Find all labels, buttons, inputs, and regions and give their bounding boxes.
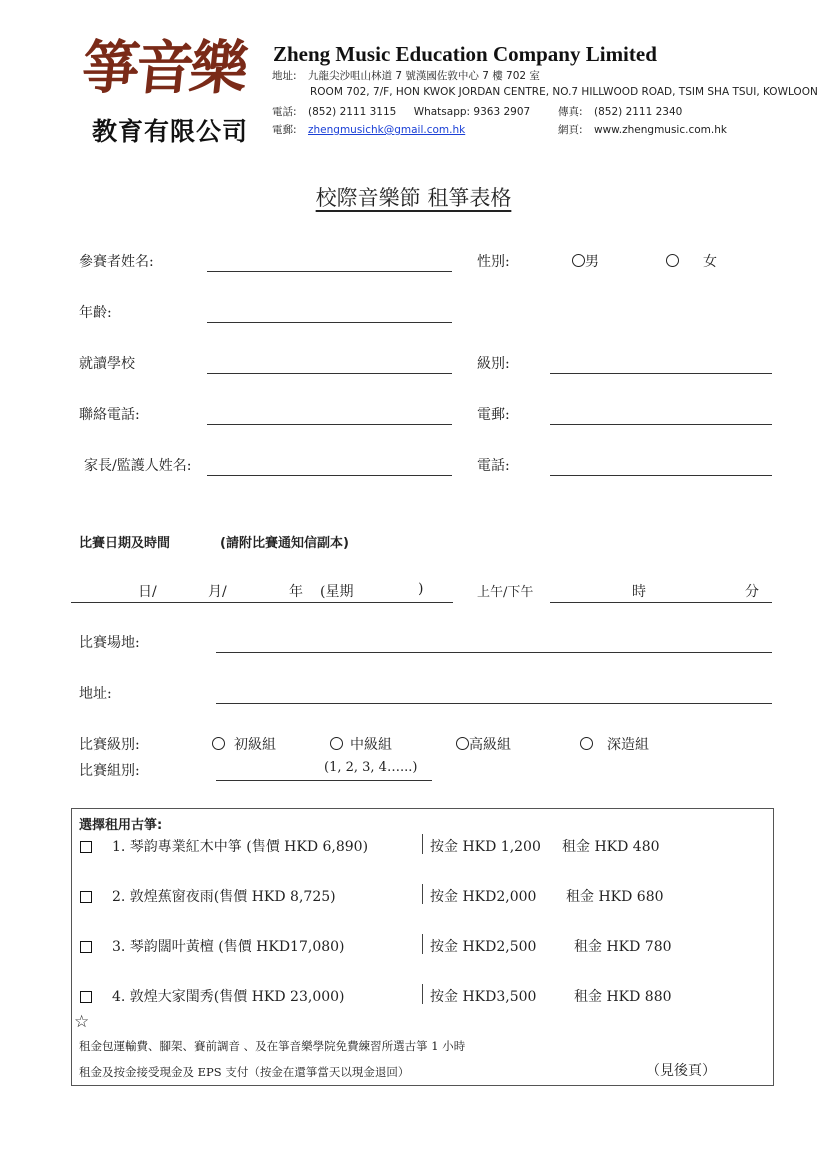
- email-field[interactable]: [550, 424, 772, 425]
- divider: [422, 834, 423, 854]
- company-name: Zheng Music Education Company Limited: [273, 42, 657, 66]
- rental-item-1-checkbox[interactable]: [80, 838, 92, 857]
- level-option-beginner[interactable]: 初級組: [212, 734, 276, 754]
- rental-item-2-checkbox[interactable]: [80, 888, 92, 907]
- weekday-close: ): [418, 581, 424, 597]
- email-label: 電郵:: [272, 124, 297, 136]
- competition-heading: 比賽日期及時間: [79, 536, 171, 551]
- venue-field[interactable]: [216, 652, 772, 653]
- fax-label: 傳真:: [558, 106, 583, 118]
- rental-item-4-rent: 租金 HKD 880: [574, 989, 672, 1005]
- rental-note-2: 租金及按金接受現金及 EPS 支付（按金在還箏當天以現金退回）: [79, 1065, 410, 1079]
- rental-item-4-deposit: 按金 HKD3,500: [430, 989, 537, 1005]
- address-en: ROOM 702, 7/F, HON KWOK JORDAN CENTRE, NO.7 HILLWOOD ROAD, TSIM SHA TSUI, KOWLOON: [310, 86, 818, 98]
- rental-heading: 選擇租用古箏:: [79, 818, 163, 833]
- ampm-label: 上午/下午: [477, 585, 534, 600]
- radio-icon: [580, 737, 593, 750]
- see-next-page: （見後頁）: [646, 1063, 716, 1079]
- minute-label: 分: [745, 584, 759, 600]
- star-icon: ☆: [74, 1012, 90, 1032]
- divider: [422, 984, 423, 1004]
- level-option-advanced[interactable]: 高級組: [456, 734, 511, 754]
- web-label: 網頁:: [558, 124, 583, 136]
- logo-subtitle: 教育有限公司: [92, 117, 249, 146]
- venue-address-field[interactable]: [216, 703, 772, 704]
- rental-item-2-rent: 租金 HKD 680: [566, 889, 664, 905]
- website: www.zhengmusic.com.hk: [594, 124, 727, 136]
- year-label: 年: [289, 584, 303, 600]
- rental-item-1-rent: 租金 HKD 480: [562, 839, 660, 855]
- hour-label: 時: [632, 584, 646, 600]
- phone-line: [272, 104, 530, 119]
- participant-name-label: 參賽者姓名:: [79, 254, 154, 270]
- time-field[interactable]: [550, 602, 772, 603]
- guardian-phone-label: 電話:: [477, 458, 510, 474]
- guardian-name-field[interactable]: [207, 475, 452, 476]
- rental-note-1: 租金包運輸費、腳架、賽前調音 、及在箏音樂學院免費練習所選古箏 1 小時: [79, 1039, 466, 1053]
- page-title: 校際音樂節 租箏表格: [315, 186, 512, 210]
- gender-male-option[interactable]: 男: [572, 251, 599, 271]
- checkbox-icon: [80, 941, 92, 953]
- guardian-phone-field[interactable]: [550, 475, 772, 476]
- whatsapp-number: Whatsapp: 9363 2907: [413, 106, 531, 118]
- email-link[interactable]: zhengmusichk@gmail.com.hk: [308, 124, 466, 136]
- gender-female-option[interactable]: 女: [666, 251, 717, 271]
- venue-address-label: 地址:: [79, 686, 112, 702]
- rental-item-4-checkbox[interactable]: [80, 988, 92, 1007]
- rental-item-2-name: 2. 敦煌蕉窗夜雨(售價 HKD 8,725): [112, 889, 336, 905]
- age-field[interactable]: [207, 322, 452, 323]
- radio-icon: [330, 737, 343, 750]
- rental-item-3-rent: 租金 HKD 780: [574, 939, 672, 955]
- address-cn: 九龍尖沙咀山林道 7 號漢國佐敦中心 7 樓 702 室: [308, 70, 540, 82]
- competition-note: (請附比賽通知信副本): [220, 536, 349, 551]
- radio-icon: [572, 254, 585, 267]
- rental-item-3-deposit: 按金 HKD2,500: [430, 939, 537, 955]
- date-field[interactable]: [71, 602, 453, 603]
- venue-label: 比賽場地:: [79, 635, 140, 651]
- radio-icon: [666, 254, 679, 267]
- day-label: 日/: [138, 584, 157, 600]
- level-label: 比賽級別:: [79, 737, 140, 753]
- web-line: [558, 122, 727, 137]
- age-label: 年齡:: [79, 305, 112, 321]
- rental-item-3-checkbox[interactable]: [80, 938, 92, 957]
- checkbox-icon: [80, 991, 92, 1003]
- email-field-label: 電郵:: [477, 407, 510, 423]
- address-line-cn: [272, 68, 540, 83]
- school-field[interactable]: [207, 373, 452, 374]
- fax-line: [558, 104, 682, 119]
- grade-field[interactable]: [550, 373, 772, 374]
- phone-number: (852) 2111 3115: [308, 106, 397, 118]
- radio-icon: [456, 737, 469, 750]
- level-option-intermediate[interactable]: 中級組: [330, 734, 392, 754]
- phone-label: 電話:: [272, 106, 297, 118]
- weekday-label: (星期: [320, 584, 354, 600]
- participant-name-field[interactable]: [207, 271, 452, 272]
- contact-phone-label: 聯絡電話:: [79, 407, 140, 423]
- rental-item-2-deposit: 按金 HKD2,000: [430, 889, 537, 905]
- checkbox-icon: [80, 841, 92, 853]
- divider: [422, 884, 423, 904]
- fax-number: (852) 2111 2340: [594, 106, 683, 118]
- rental-item-1-deposit: 按金 HKD 1,200: [430, 839, 541, 855]
- checkbox-icon: [80, 891, 92, 903]
- group-field[interactable]: [216, 780, 432, 781]
- gender-label: 性別:: [477, 254, 510, 270]
- guardian-name-label: 家長/監護人姓名:: [84, 458, 192, 474]
- month-label: 月/: [208, 584, 227, 600]
- rental-item-4-name: 4. 敦煌大家閨秀(售價 HKD 23,000): [112, 989, 345, 1005]
- email-line: [272, 122, 465, 137]
- rental-item-1-name: 1. 琴韵專業紅木中箏 (售價 HKD 6,890): [112, 839, 369, 855]
- contact-phone-field[interactable]: [207, 424, 452, 425]
- level-option-expert[interactable]: 深造組: [580, 734, 649, 754]
- company-logo: 箏音樂: [78, 34, 248, 102]
- school-label: 就讀學校: [79, 356, 135, 372]
- group-hint: (1, 2, 3, 4…...): [324, 760, 418, 775]
- address-label: 地址:: [272, 70, 297, 82]
- radio-icon: [212, 737, 225, 750]
- rental-item-3-name: 3. 琴韵闊叶黃檀 (售價 HKD17,080): [112, 939, 345, 955]
- divider: [422, 934, 423, 954]
- group-label: 比賽組別:: [79, 763, 140, 779]
- grade-label: 級別:: [477, 356, 510, 372]
